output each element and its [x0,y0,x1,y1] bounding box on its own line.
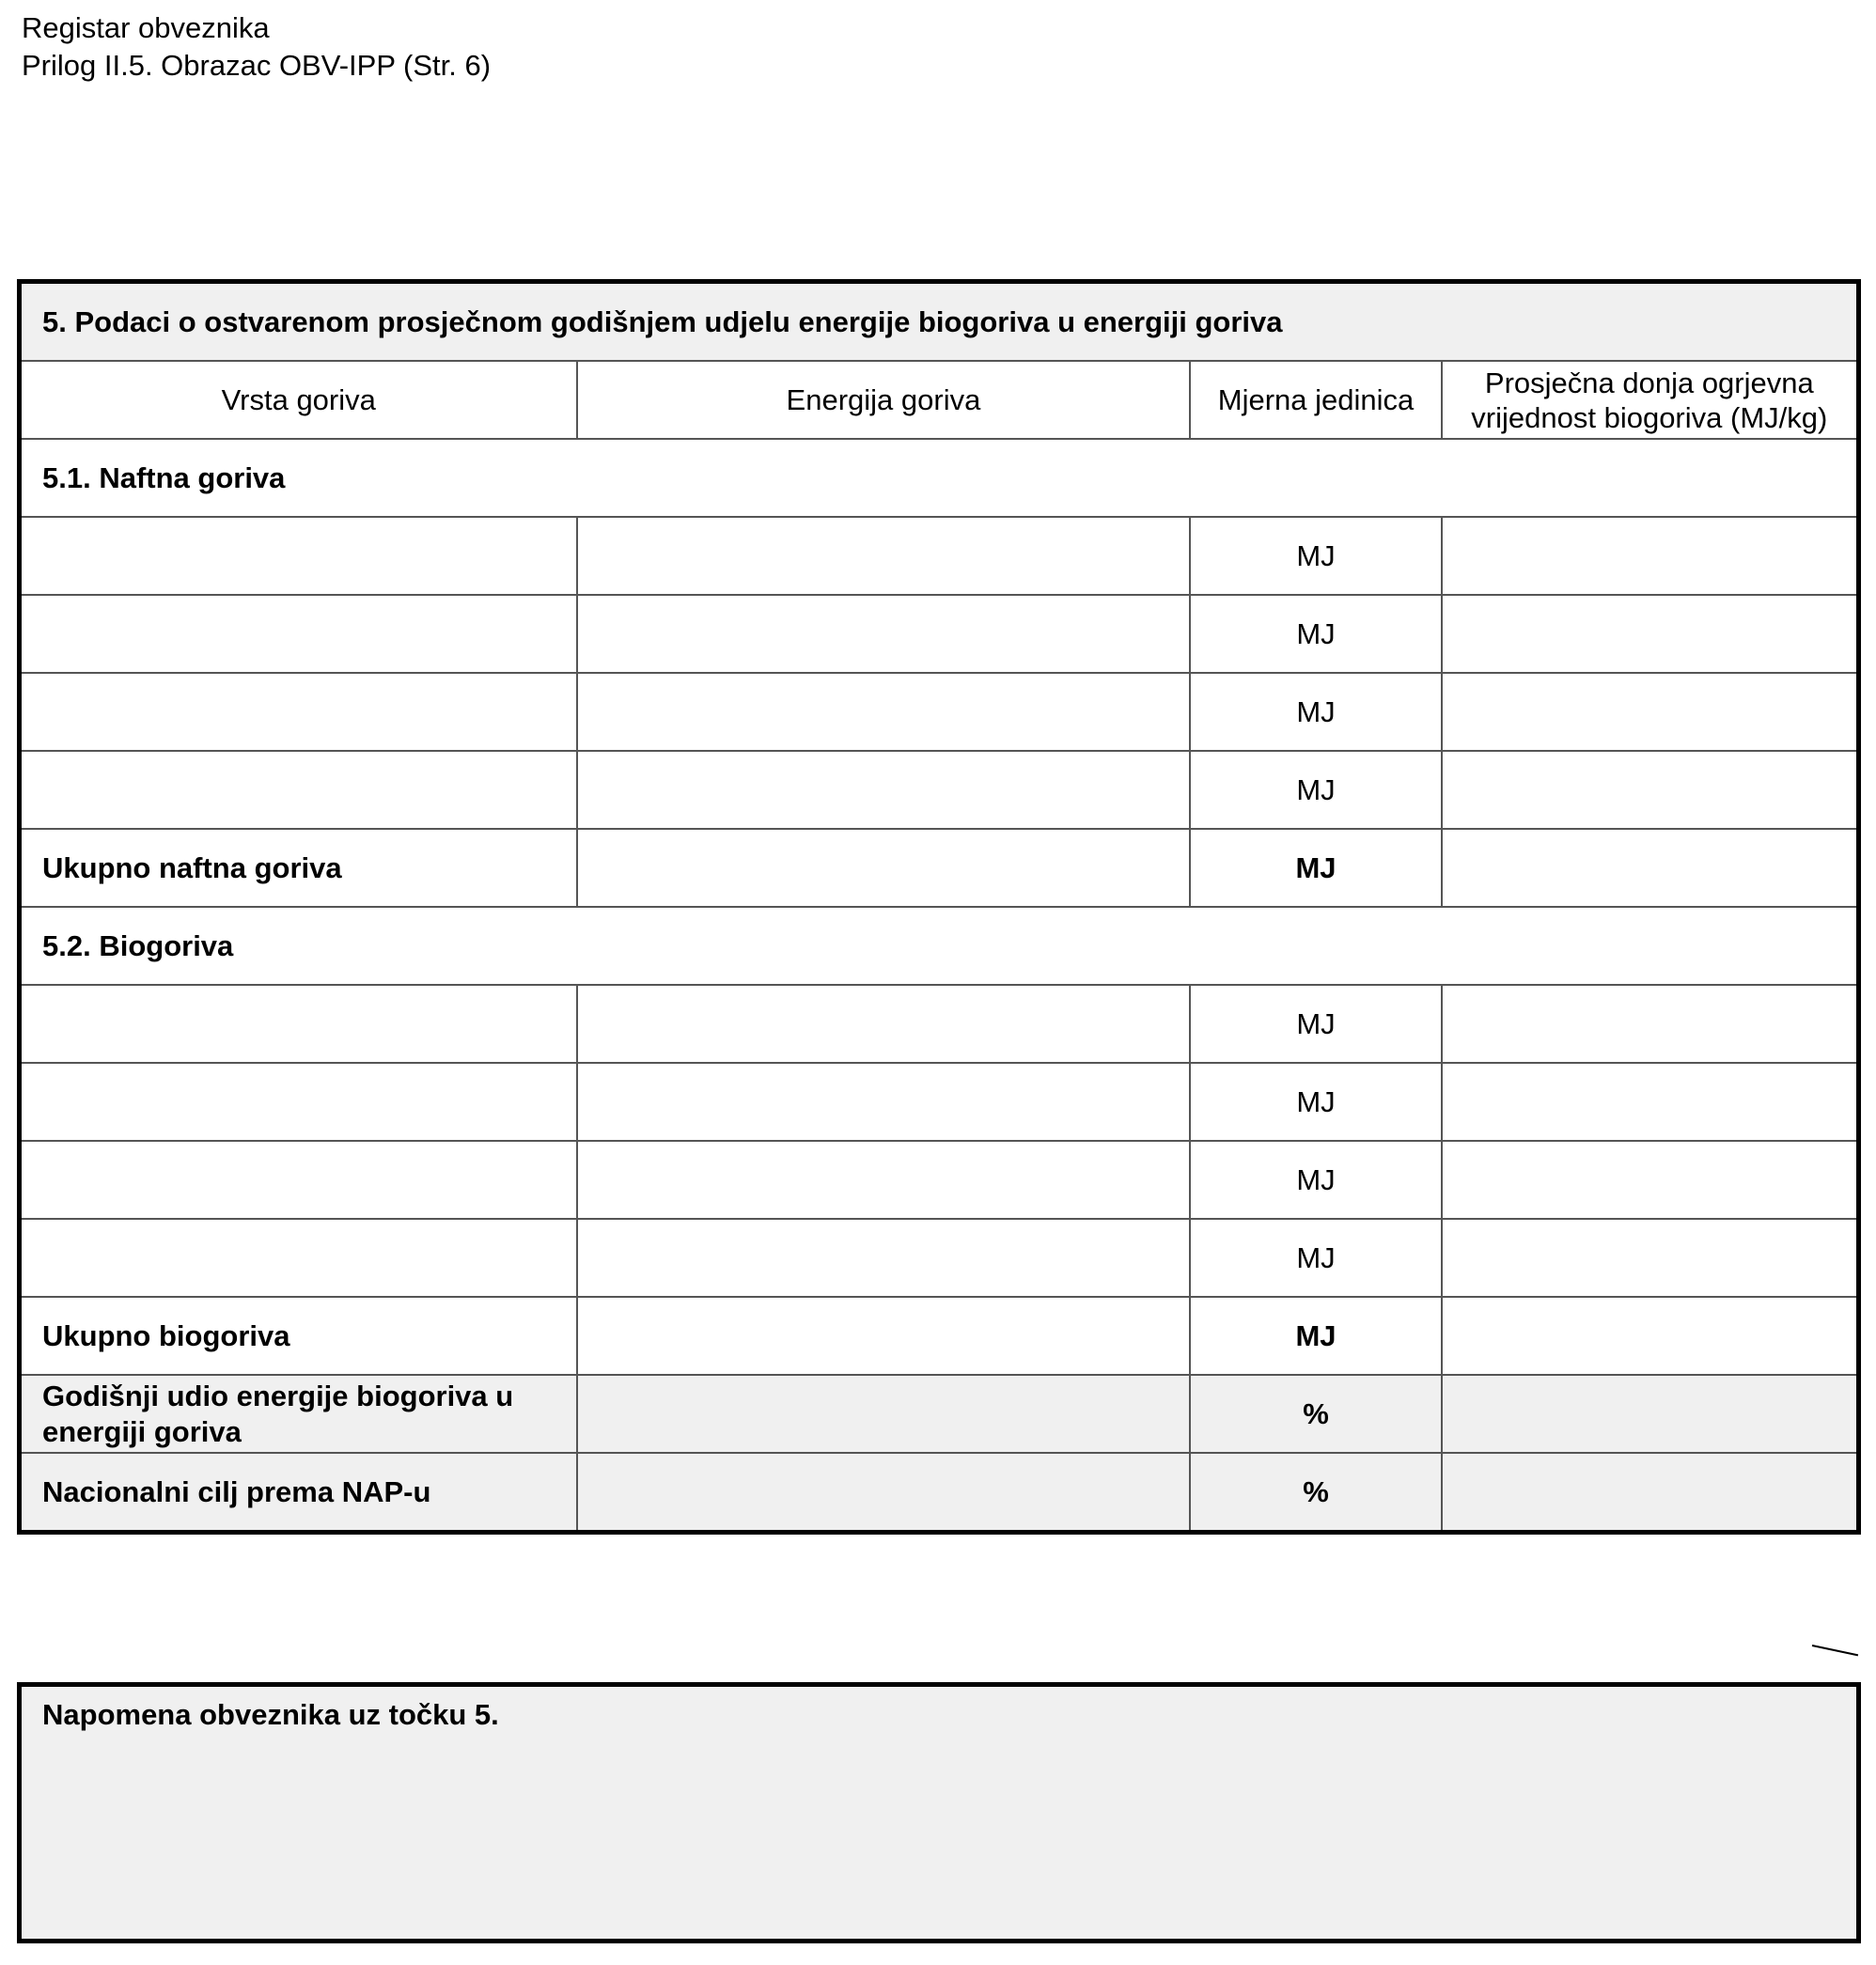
subsection-biofuels: 5.2. Biogoriva [20,907,1859,985]
calorific-value-cell[interactable] [1442,751,1859,829]
table-row [20,1063,1859,1141]
note-box[interactable] [17,1682,1861,1943]
unit-cell: MJ [1190,1141,1441,1219]
summary-label: Godišnji udio energije biogoriva u energiji goriva [20,1375,577,1453]
section-title: 5. Podaci o ostvarenom prosječnom godišnjem udjelu energije biogoriva u energiji goriva [20,282,1859,362]
fuel-energy-cell[interactable] [577,673,1191,751]
total-label: Ukupno naftna goriva [20,829,577,907]
register-label: Registar obveznika [22,11,270,44]
table-row [20,1219,1859,1297]
calorific-value-cell[interactable] [1442,1297,1859,1375]
calorific-value-cell[interactable] [1442,985,1859,1063]
fuel-type-cell[interactable] [20,1141,577,1219]
col-header-unit: Mjerna jedinica [1190,361,1441,439]
stray-line-mark [1812,1645,1858,1656]
unit-cell: MJ [1190,595,1441,673]
calorific-value-cell[interactable] [1442,829,1859,907]
fuel-energy-cell[interactable] [577,1219,1191,1297]
fuel-type-cell[interactable] [20,985,577,1063]
table-row [20,751,1859,829]
note-label: Napomena obveznika uz točku 5. [42,1698,499,1731]
table-row [20,595,1859,673]
fuel-type-cell[interactable] [20,595,577,673]
fuel-energy-cell[interactable] [577,751,1191,829]
fuel-type-cell[interactable] [20,673,577,751]
unit-cell: MJ [1190,985,1441,1063]
calorific-value-cell[interactable] [1442,1063,1859,1141]
table-row [20,673,1859,751]
unit-cell: MJ [1190,1063,1441,1141]
table-row [20,985,1859,1063]
calorific-value-cell[interactable] [1442,1219,1859,1297]
fuel-type-cell[interactable] [20,1219,577,1297]
fuel-type-cell[interactable] [20,751,577,829]
unit-cell: % [1190,1453,1441,1533]
summary-row-national-target [20,1453,1859,1533]
calorific-value-cell[interactable] [1442,1141,1859,1219]
total-row-biofuels [20,1297,1859,1375]
unit-cell: MJ [1190,517,1441,595]
calorific-value-cell[interactable] [1442,673,1859,751]
fuel-energy-cell[interactable] [577,595,1191,673]
fuel-energy-cell[interactable] [577,517,1191,595]
unit-cell: MJ [1190,673,1441,751]
table-row [20,1141,1859,1219]
fuel-type-cell[interactable] [20,1063,577,1141]
unit-cell: % [1190,1375,1441,1453]
col-header-calorific-value: Prosječna donja ogrjevna vrijednost biogoriva (MJ/kg) [1442,361,1859,439]
fuel-type-cell[interactable] [20,517,577,595]
summary-value-cell[interactable] [577,1453,1191,1533]
summary-extra-cell[interactable] [1442,1453,1859,1533]
subsection-petroleum-fuels: 5.1. Naftna goriva [20,439,1859,517]
unit-cell: MJ [1190,1297,1441,1375]
total-energy-cell[interactable] [577,1297,1191,1375]
summary-value-cell[interactable] [577,1375,1191,1453]
total-energy-cell[interactable] [577,829,1191,907]
unit-cell: MJ [1190,1219,1441,1297]
summary-row-annual-share [20,1375,1859,1453]
fuel-energy-cell[interactable] [577,1063,1191,1141]
col-header-fuel-energy: Energija goriva [577,361,1191,439]
col-header-fuel-type: Vrsta goriva [20,361,577,439]
total-label: Ukupno biogoriva [20,1297,577,1375]
unit-cell: MJ [1190,829,1441,907]
unit-cell: MJ [1190,751,1441,829]
biofuel-share-table [17,279,1861,1535]
fuel-energy-cell[interactable] [577,985,1191,1063]
summary-label: Nacionalni cilj prema NAP-u [20,1453,577,1533]
fuel-energy-cell[interactable] [577,1141,1191,1219]
calorific-value-cell[interactable] [1442,595,1859,673]
calorific-value-cell[interactable] [1442,517,1859,595]
table-row [20,517,1859,595]
document-header [22,9,491,85]
form-reference: Prilog II.5. Obrazac OBV-IPP (Str. 6) [22,49,492,82]
total-row-petroleum [20,829,1859,907]
summary-extra-cell[interactable] [1442,1375,1859,1453]
